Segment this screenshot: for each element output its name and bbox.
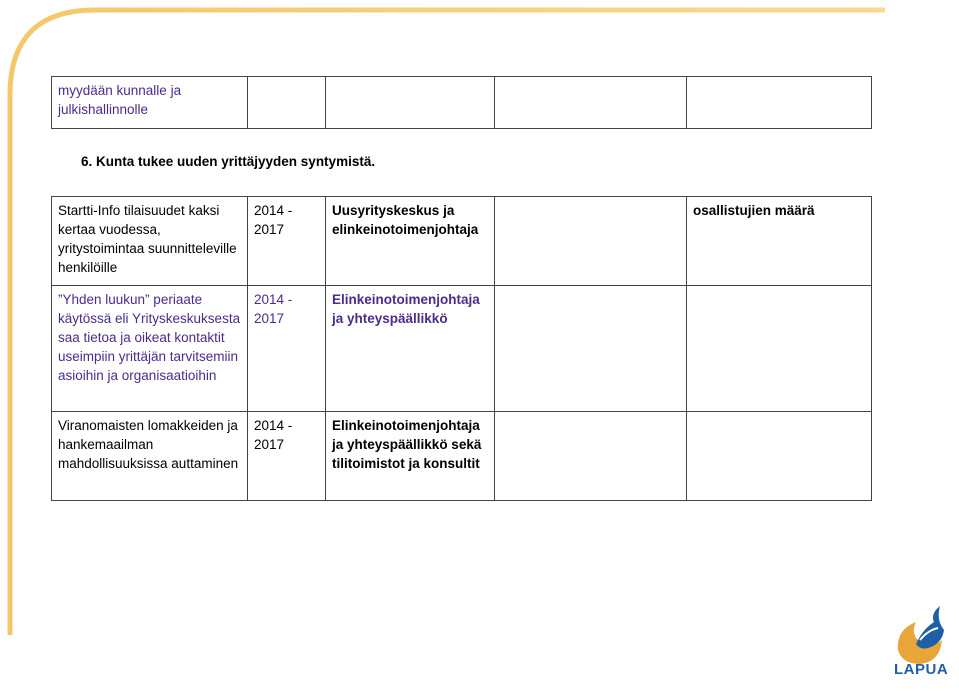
section-heading: 6. Kunta tukee uuden yrittäjyyden syntymistä. [81,154,376,169]
table-cell [495,412,687,501]
years-cell: 2014 - 2017 [248,197,326,286]
years-cell: 2014 - 2017 [248,412,326,501]
table-cell [326,77,495,129]
logo-text: LAPUA [894,661,949,678]
task-cell: Startti-Info tilaisuudet kaksi kertaa vuodessa, yritystoimintaa suunnitteleville henkilöille [52,197,248,286]
table-cell: myydään kunnalle ja julkishallinnolle [52,77,248,129]
table-cell [495,197,687,286]
table-cell [495,77,687,129]
task-cell: ”Yhden luukun” periaate käytössä eli Yrityskeskuksesta saa tietoa ja oikeat kontaktit useimpiin yrittäjän tarvitsemiin asioihin ja organisaatioihin [52,286,248,412]
table-row [52,197,872,286]
measure-cell [687,286,872,412]
responsible-cell: Uusyrityskeskus ja elinkeinotoimenjohtaja [326,197,495,286]
responsible-cell: Elinkeinotoimenjohtaja ja yhteyspäällikkö [326,286,495,412]
table-cell [495,286,687,412]
years-cell: 2014 - 2017 [248,286,326,412]
table-row [52,77,872,129]
task-cell: Viranomaisten lomakkeiden ja hankemaailman mahdollisuuksissa auttaminen [52,412,248,501]
measure-cell: osallistujien määrä [687,197,872,286]
top-table [51,76,872,129]
table-cell [248,77,326,129]
table-cell [687,77,872,129]
measure-cell [687,412,872,501]
table-row [52,286,872,412]
responsible-cell: Elinkeinotoimenjohtaja ja yhteyspäällikkö sekä tilitoimistot ja konsultit [326,412,495,501]
goals-table [51,196,872,501]
table-row [52,412,872,501]
